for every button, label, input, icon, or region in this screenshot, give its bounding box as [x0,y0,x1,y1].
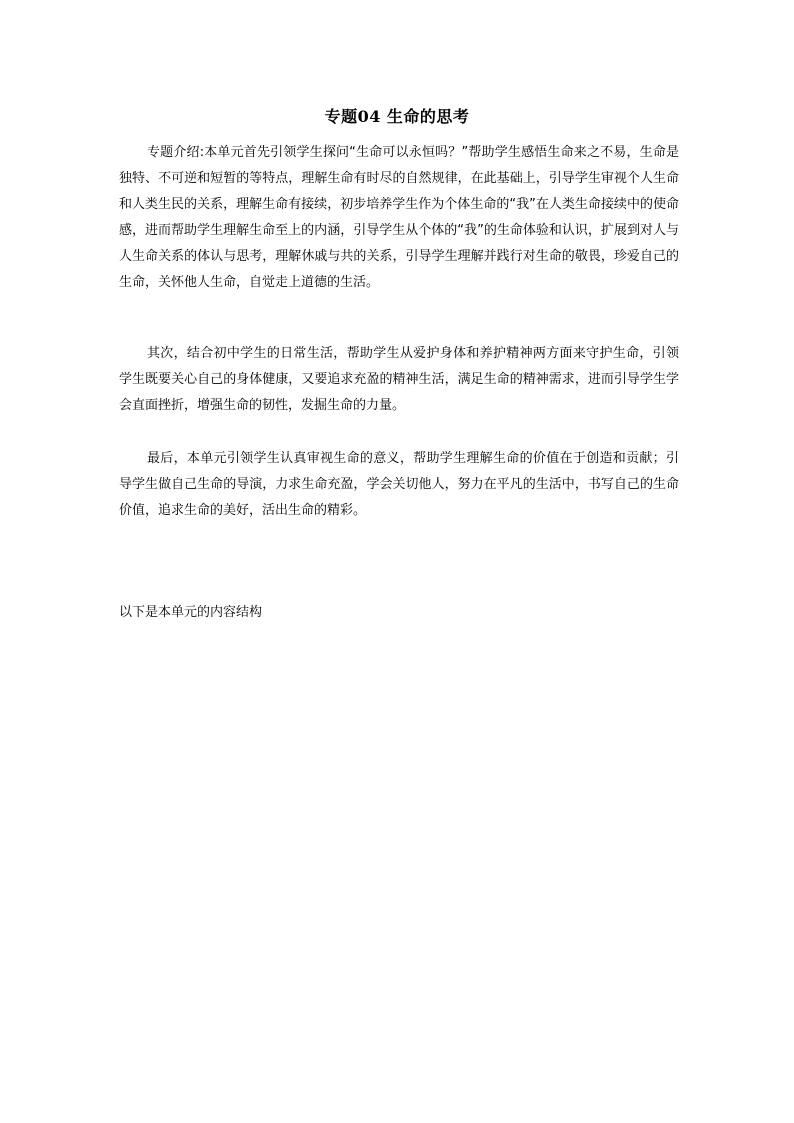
intro-paragraph: 专题介绍:本单元首先引领学生探问“生命可以永恒吗？”帮助学生感悟生命来之不易，生命是独特、不可逆和短暂的等特点，理解生命有时尽的自然规律，在此基础上，引导学生审视个人生命和人类生民的关系，理解生命有接续，初步培养学生作为个体生命的“我”在人类生命接续中的使命感，进而帮助学生理解生命至上的内涵，引导学生从个体的“我”的生命体验和认识，扩展到对人与人生命关系的体认与思考，理解休戚与共的关系，引导学生理解并践行对生命的敬畏，珍爱自己的生命，关怀他人生命，自觉走上道德的生活。 [119,145,679,290]
structure-label: 以下是本单元的内容结构 [119,605,263,620]
final-paragraph: 最后，本单元引领学生认真审视生命的意义，帮助学生理解生命的价值在于创造和贡献；引导学生做自己生命的导演，力求生命充盈，学会关切他人，努力在平凡的生活中，书写自己的生命价值，追求生命的美好，活出生命的精彩。 [119,451,679,518]
document-title: 专题04 生命的思考 [324,107,470,126]
second-paragraph: 其次，结合初中学生的日常生活，帮助学生从爱护身体和养护精神两方面来守护生命，引领学生既要关心自己的身体健康，又要追求充盈的精神生活，满足生命的精神需求，进而引导学生学会直面挫折，增强生命的韧性，发掘生命的力量。 [119,346,679,413]
